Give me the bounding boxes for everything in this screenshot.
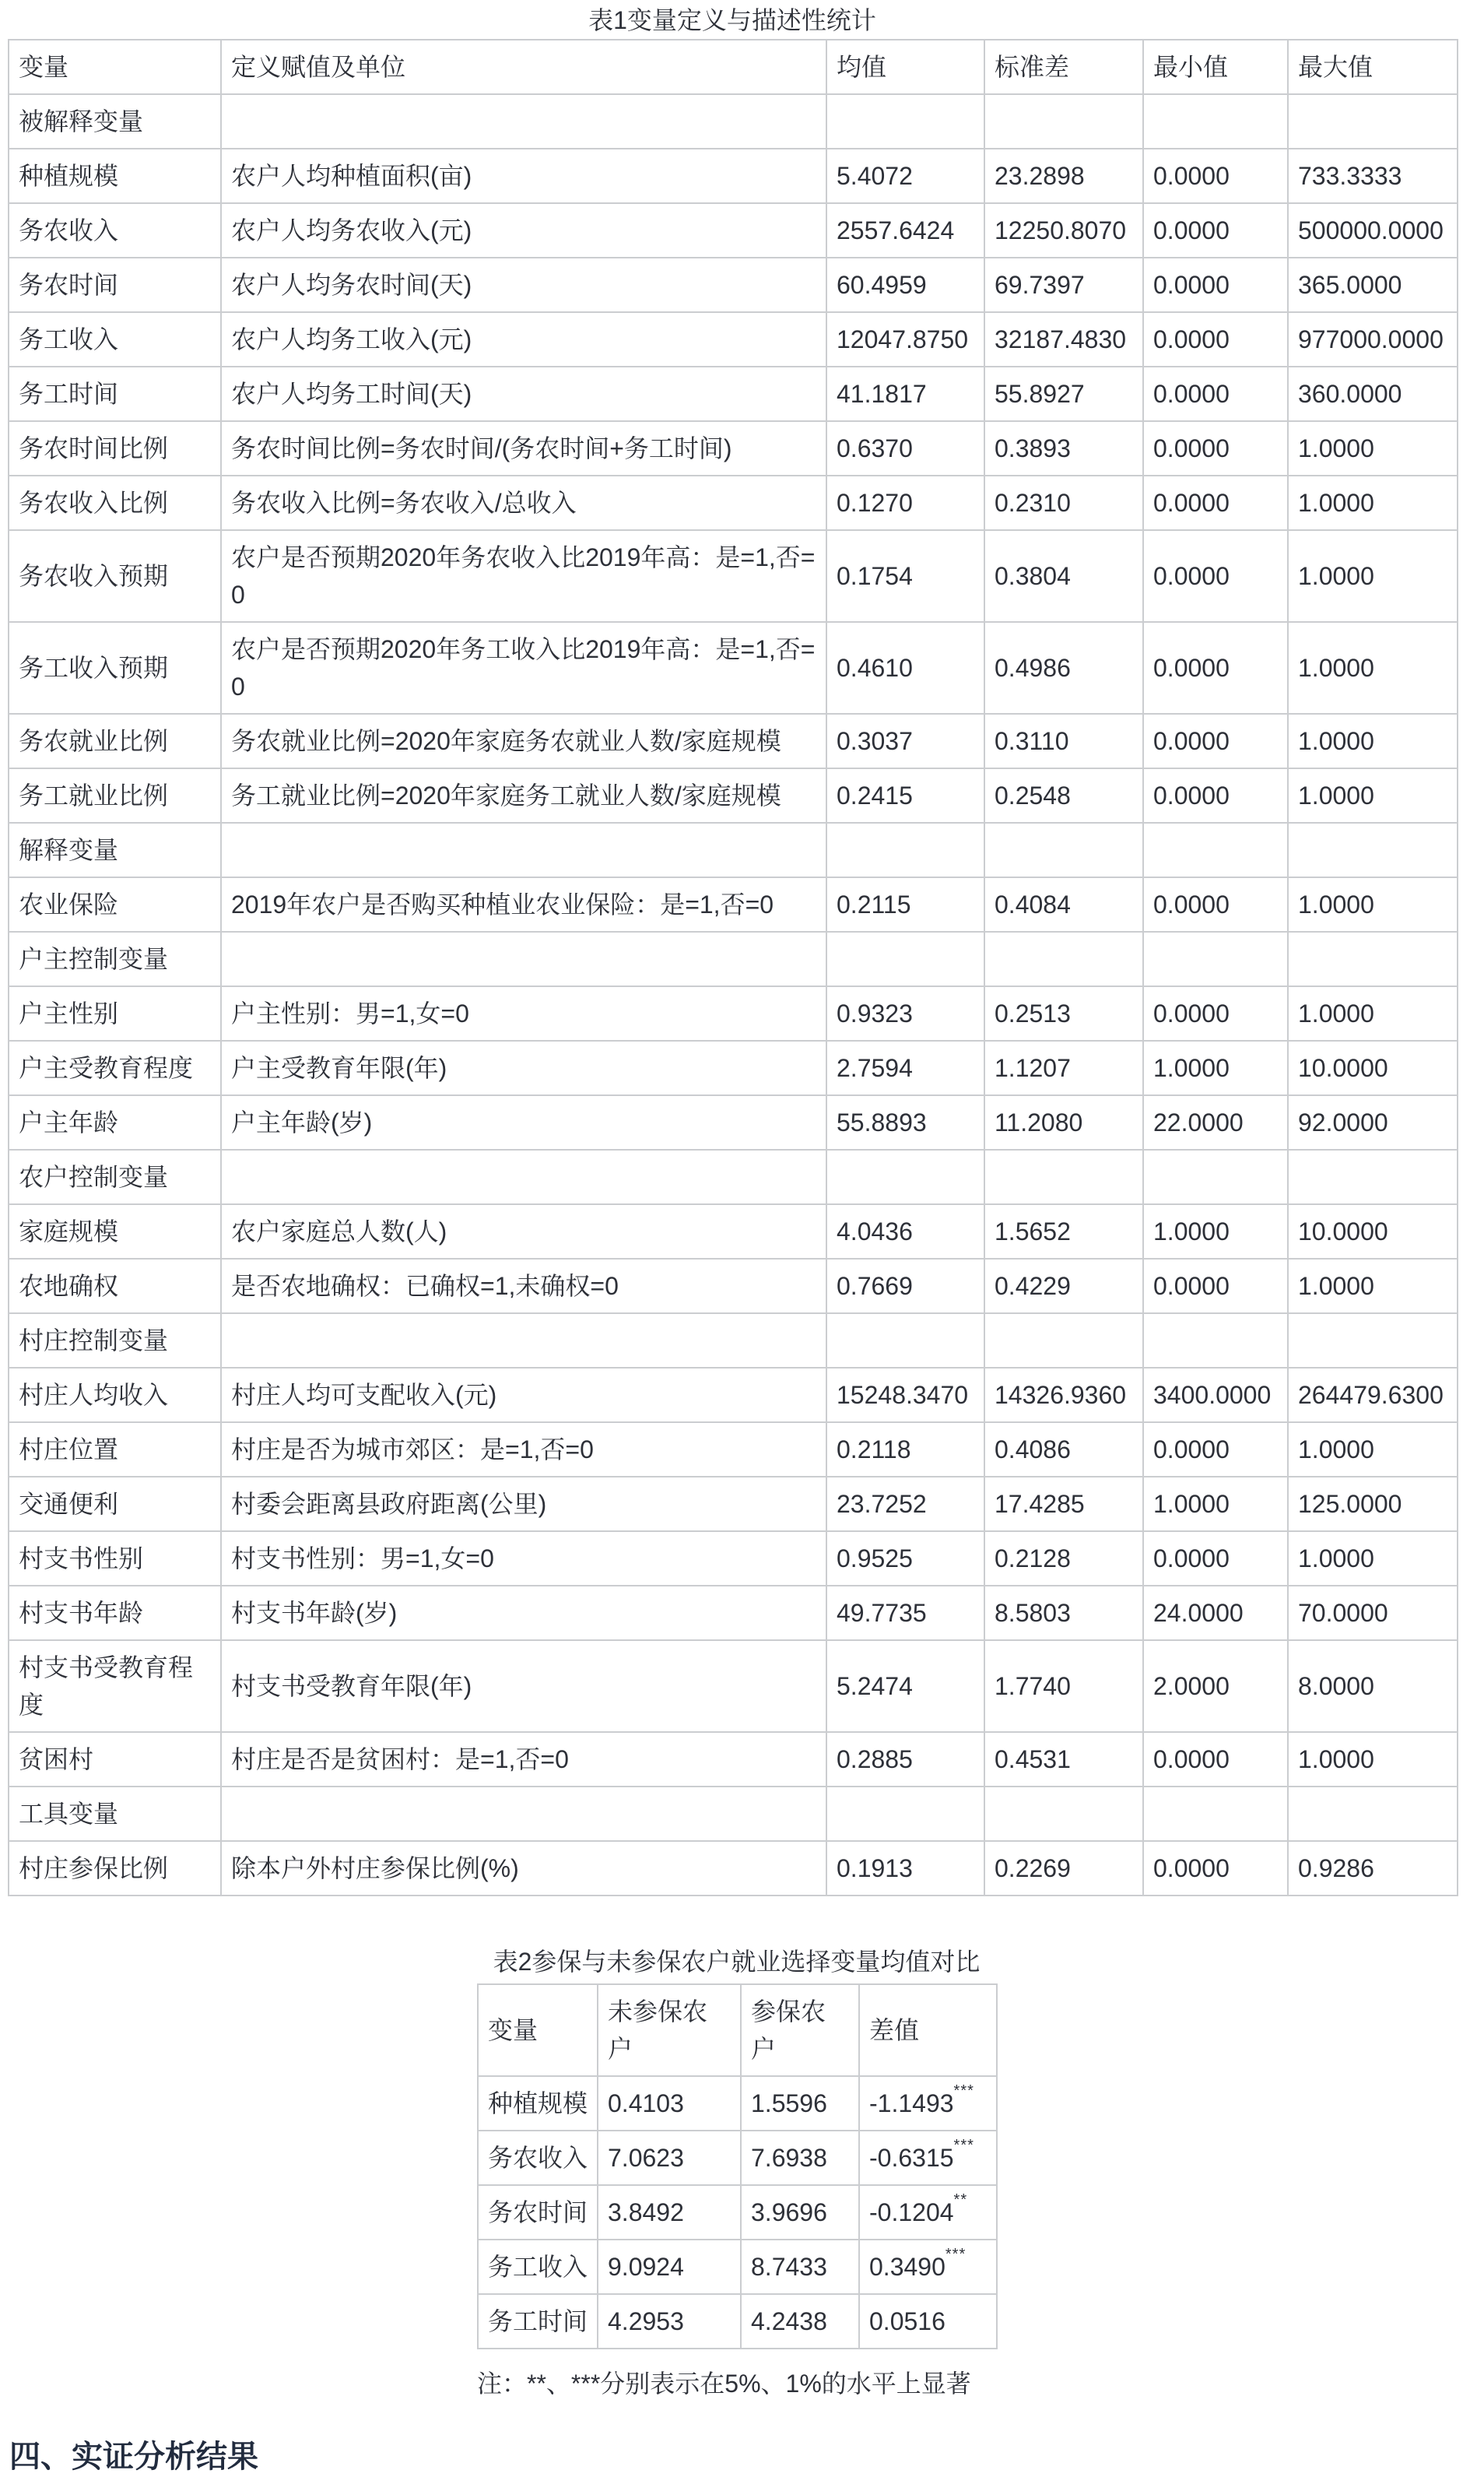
table1-section-row xyxy=(9,1150,1458,1204)
table1-cell: 0.3037 xyxy=(826,714,984,768)
table1-empty-cell xyxy=(1143,1787,1288,1841)
table1-cell: 360.0000 xyxy=(1288,367,1458,421)
table2-cell xyxy=(859,2076,997,2131)
table1-row xyxy=(9,149,1458,203)
table1-cell: 户主性别：男=1,女=0 xyxy=(221,986,826,1041)
table1-row xyxy=(9,203,1458,258)
table2-cell: 务农时间 xyxy=(478,2185,598,2240)
table1-row xyxy=(9,312,1458,367)
table1-empty-cell xyxy=(1143,1313,1288,1368)
table1-empty-cell xyxy=(221,1150,826,1204)
table1-empty-cell xyxy=(826,932,984,986)
table1-cell: 0.2548 xyxy=(984,768,1143,823)
table2-header-cell: 未参保农户 xyxy=(598,1984,741,2076)
table1-cell: 264479.6300 xyxy=(1288,1368,1458,1422)
table2-cell: 3.8492 xyxy=(598,2185,741,2240)
table1-cell: 0.0000 xyxy=(1143,258,1288,312)
table1-empty-cell xyxy=(1288,932,1458,986)
table1-cell: 0.4229 xyxy=(984,1259,1143,1313)
table1-cell: 务工收入 xyxy=(9,312,221,367)
table1-cell: 0.9286 xyxy=(1288,1841,1458,1896)
table1-empty-cell xyxy=(221,1313,826,1368)
table1-cell: 村庄人均可支配收入(元) xyxy=(221,1368,826,1422)
table1-cell: 0.2115 xyxy=(826,877,984,932)
table1-cell: 户主受教育年限(年) xyxy=(221,1041,826,1095)
table1-cell: 0.3893 xyxy=(984,421,1143,476)
table1-cell: 1.0000 xyxy=(1288,622,1458,714)
table1-cell: 2.0000 xyxy=(1143,1640,1288,1732)
table1-row xyxy=(9,1531,1458,1586)
table2-block xyxy=(477,1945,996,2401)
table1-cell: 务农时间 xyxy=(9,258,221,312)
table1-cell: 22.0000 xyxy=(1143,1095,1288,1150)
table1-cell: 0.4610 xyxy=(826,622,984,714)
table1-cell: 村支书受教育程度 xyxy=(9,1640,221,1732)
table1-empty-cell xyxy=(1288,94,1458,149)
table2-cell: 7.0623 xyxy=(598,2131,741,2185)
table1-cell: 0.2269 xyxy=(984,1841,1143,1896)
table1-cell: 务农收入比例 xyxy=(9,476,221,530)
table1-section-label-cell: 农户控制变量 xyxy=(9,1150,221,1204)
table1-cell: 村委会距离县政府距离(公里) xyxy=(221,1477,826,1531)
table1-cell: 0.2310 xyxy=(984,476,1143,530)
table1-cell: 村支书受教育年限(年) xyxy=(221,1640,826,1732)
table1-cell: 0.2118 xyxy=(826,1422,984,1477)
table2-header-cell: 差值 xyxy=(859,1984,997,2076)
table1-empty-cell xyxy=(1143,823,1288,877)
table1-cell: 49.7735 xyxy=(826,1586,984,1640)
table1-row xyxy=(9,1041,1458,1095)
table1-cell: 1.0000 xyxy=(1288,476,1458,530)
table1-section-label-cell: 工具变量 xyxy=(9,1787,221,1841)
table1-cell: 70.0000 xyxy=(1288,1586,1458,1640)
significance-stars: *** xyxy=(945,2246,967,2264)
table1-empty-cell xyxy=(1143,932,1288,986)
table2-cell: 8.7433 xyxy=(741,2240,859,2294)
table1-cell: 户主性别 xyxy=(9,986,221,1041)
table1-cell: 500000.0000 xyxy=(1288,203,1458,258)
table1-cell: 贫困村 xyxy=(9,1732,221,1787)
difference-value: -0.1204 xyxy=(869,2198,954,2226)
table1-cell: 务工就业比例=2020年家庭务工就业人数/家庭规模 xyxy=(221,768,826,823)
table2-header-row xyxy=(478,1984,997,2076)
table2-row xyxy=(478,2185,997,2240)
table1-cell: 家庭规模 xyxy=(9,1204,221,1259)
table1-empty-cell xyxy=(221,932,826,986)
table1-cell: 农户人均种植面积(亩) xyxy=(221,149,826,203)
table1-cell: 15248.3470 xyxy=(826,1368,984,1422)
table1-section-label-cell: 被解释变量 xyxy=(9,94,221,149)
table1-cell: 0.3110 xyxy=(984,714,1143,768)
table1-cell: 0.0000 xyxy=(1143,1841,1288,1896)
table1-empty-cell xyxy=(826,823,984,877)
table1-cell: 0.0000 xyxy=(1143,530,1288,622)
table1-cell: 41.1817 xyxy=(826,367,984,421)
table1-cell: 8.0000 xyxy=(1288,1640,1458,1732)
table1-row xyxy=(9,768,1458,823)
table1-cell: 1.0000 xyxy=(1288,714,1458,768)
table1-title: 表1变量定义与描述性统计 xyxy=(588,6,876,34)
table1-cell: 60.4959 xyxy=(826,258,984,312)
table1-cell: 4.0436 xyxy=(826,1204,984,1259)
table1-cell: 733.3333 xyxy=(1288,149,1458,203)
table1-empty-cell xyxy=(1288,1150,1458,1204)
table1-cell: 0.0000 xyxy=(1143,622,1288,714)
table2-cell xyxy=(859,2185,997,2240)
table1-cell: 村庄人均收入 xyxy=(9,1368,221,1422)
table1-empty-cell xyxy=(984,823,1143,877)
table1-cell: 0.4986 xyxy=(984,622,1143,714)
table1-cell: 1.0000 xyxy=(1288,1259,1458,1313)
table1-cell: 23.7252 xyxy=(826,1477,984,1531)
table1-cell: 务工就业比例 xyxy=(9,768,221,823)
table1-cell: 务工时间 xyxy=(9,367,221,421)
table1-cell: 0.0000 xyxy=(1143,986,1288,1041)
table1-row xyxy=(9,530,1458,622)
table1-row xyxy=(9,1477,1458,1531)
table1-cell: 1.0000 xyxy=(1143,1041,1288,1095)
table1-cell: 0.9323 xyxy=(826,986,984,1041)
table1-cell: 92.0000 xyxy=(1288,1095,1458,1150)
table2-cell: 7.6938 xyxy=(741,2131,859,2185)
table1-empty-cell xyxy=(1288,1787,1458,1841)
table1-cell: 1.0000 xyxy=(1288,877,1458,932)
table2-header-cell: 参保农户 xyxy=(741,1984,859,2076)
table1-row xyxy=(9,1586,1458,1640)
table1-cell: 55.8893 xyxy=(826,1095,984,1150)
table1-cell: 10.0000 xyxy=(1288,1204,1458,1259)
table1-empty-cell xyxy=(826,1787,984,1841)
table1-cell: 0.0000 xyxy=(1143,714,1288,768)
table1-row xyxy=(9,1422,1458,1477)
table1-section-row xyxy=(9,823,1458,877)
table2-cell: 务工收入 xyxy=(478,2240,598,2294)
table1-cell: 5.4072 xyxy=(826,149,984,203)
table1-empty-cell xyxy=(221,94,826,149)
table1-cell: 11.2080 xyxy=(984,1095,1143,1150)
table1-cell: 23.2898 xyxy=(984,149,1143,203)
table2-cell: 3.9696 xyxy=(741,2185,859,2240)
table1-row xyxy=(9,1732,1458,1787)
table1-empty-cell xyxy=(984,1150,1143,1204)
table1-cell: 务农收入比例=务农收入/总收入 xyxy=(221,476,826,530)
difference-value: 0.0516 xyxy=(869,2307,945,2335)
table1-cell: 0.4086 xyxy=(984,1422,1143,1477)
table1-cell: 村庄是否为城市郊区：是=1,否=0 xyxy=(221,1422,826,1477)
table1-cell: 1.5652 xyxy=(984,1204,1143,1259)
table1-empty-cell xyxy=(826,1150,984,1204)
table1-cell: 0.0000 xyxy=(1143,476,1288,530)
table2-row xyxy=(478,2240,997,2294)
table1-cell: 1.0000 xyxy=(1143,1204,1288,1259)
table1-cell: 村支书性别 xyxy=(9,1531,221,1586)
table1-cell: 0.9525 xyxy=(826,1531,984,1586)
table1-header-cell: 最小值 xyxy=(1143,40,1288,94)
table1-cell: 户主受教育程度 xyxy=(9,1041,221,1095)
table1-cell: 1.0000 xyxy=(1288,768,1458,823)
table1-cell: 1.0000 xyxy=(1288,1732,1458,1787)
table2-cell xyxy=(859,2294,997,2349)
table1-cell: 是否农地确权：已确权=1,未确权=0 xyxy=(221,1259,826,1313)
table1-row xyxy=(9,1095,1458,1150)
significance-stars: *** xyxy=(953,2082,974,2100)
table1-cell: 0.0000 xyxy=(1143,312,1288,367)
table1-cell: 977000.0000 xyxy=(1288,312,1458,367)
table2-cell: 务工时间 xyxy=(478,2294,598,2349)
table1-section-label-cell: 解释变量 xyxy=(9,823,221,877)
table1-cell: 5.2474 xyxy=(826,1640,984,1732)
table1-cell: 1.1207 xyxy=(984,1041,1143,1095)
table1-cell: 0.0000 xyxy=(1143,877,1288,932)
table1-cell: 0.1270 xyxy=(826,476,984,530)
table2 xyxy=(477,1983,998,2349)
table1-cell: 0.0000 xyxy=(1143,1259,1288,1313)
table1-header-cell: 定义赋值及单位 xyxy=(221,40,826,94)
table1-empty-cell xyxy=(221,823,826,877)
table1-section-label-cell: 户主控制变量 xyxy=(9,932,221,986)
table1-cell: 365.0000 xyxy=(1288,258,1458,312)
table1-empty-cell xyxy=(826,94,984,149)
difference-value: -0.6315 xyxy=(869,2144,954,2172)
table1-cell: 村支书性别：男=1,女=0 xyxy=(221,1531,826,1586)
table1-cell: 0.2513 xyxy=(984,986,1143,1041)
table1-cell: 0.0000 xyxy=(1143,768,1288,823)
table1-cell: 农户人均务工时间(天) xyxy=(221,367,826,421)
table1-header-cell: 均值 xyxy=(826,40,984,94)
table2-cell xyxy=(859,2240,997,2294)
table1-section-row xyxy=(9,932,1458,986)
table1-cell: 10.0000 xyxy=(1288,1041,1458,1095)
table1-header-cell: 变量 xyxy=(9,40,221,94)
table1-cell: 0.1913 xyxy=(826,1841,984,1896)
significance-stars: ** xyxy=(953,2191,968,2209)
table2-header-cell: 变量 xyxy=(478,1984,598,2076)
table1-cell: 1.0000 xyxy=(1288,421,1458,476)
table1-cell: 村支书年龄 xyxy=(9,1586,221,1640)
difference-value: 0.3490 xyxy=(869,2253,945,2281)
table1-cell: 0.2415 xyxy=(826,768,984,823)
table1-empty-cell xyxy=(984,1787,1143,1841)
table1-cell: 务工收入预期 xyxy=(9,622,221,714)
table1-header-row xyxy=(9,40,1458,94)
table1-section-row xyxy=(9,1787,1458,1841)
table1-cell: 17.4285 xyxy=(984,1477,1143,1531)
table1-cell: 户主年龄(岁) xyxy=(221,1095,826,1150)
table1-empty-cell xyxy=(984,932,1143,986)
table1-row xyxy=(9,877,1458,932)
section-heading: 四、实证分析结果 xyxy=(9,2440,258,2474)
table1-cell: 0.4084 xyxy=(984,877,1143,932)
table1-cell: 1.0000 xyxy=(1288,986,1458,1041)
table2-row xyxy=(478,2076,997,2131)
table1-empty-cell xyxy=(826,1313,984,1368)
table1-empty-cell xyxy=(984,94,1143,149)
table1-cell: 3400.0000 xyxy=(1143,1368,1288,1422)
table2-cell: 4.2438 xyxy=(741,2294,859,2349)
table1-cell: 农户是否预期2020年务农收入比2019年高：是=1,否=0 xyxy=(221,530,826,622)
table1-section-row xyxy=(9,94,1458,149)
table1-cell: 户主年龄 xyxy=(9,1095,221,1150)
table1-cell: 农业保险 xyxy=(9,877,221,932)
table1-cell: 1.0000 xyxy=(1143,1477,1288,1531)
table1-cell: 村庄参保比例 xyxy=(9,1841,221,1896)
table1-cell: 24.0000 xyxy=(1143,1586,1288,1640)
table1-cell: 农地确权 xyxy=(9,1259,221,1313)
table2-cell: 4.2953 xyxy=(598,2294,741,2349)
table1-empty-cell xyxy=(1143,94,1288,149)
table1-cell: 0.3804 xyxy=(984,530,1143,622)
table1-cell: 125.0000 xyxy=(1288,1477,1458,1531)
table1-cell: 32187.4830 xyxy=(984,312,1143,367)
table1-empty-cell xyxy=(984,1313,1143,1368)
table1-cell: 务农收入 xyxy=(9,203,221,258)
table1-cell: 0.2128 xyxy=(984,1531,1143,1586)
table1-row xyxy=(9,1640,1458,1732)
table1-cell: 农户人均务农收入(元) xyxy=(221,203,826,258)
table1-cell: 2557.6424 xyxy=(826,203,984,258)
table1-cell: 2019年农户是否购买种植业农业保险：是=1,否=0 xyxy=(221,877,826,932)
table2-cell: 1.5596 xyxy=(741,2076,859,2131)
table1-row xyxy=(9,258,1458,312)
table1-cell: 1.7740 xyxy=(984,1640,1143,1732)
table2-cell: 0.4103 xyxy=(598,2076,741,2131)
table1-cell: 0.0000 xyxy=(1143,367,1288,421)
table1-cell: 村庄是否是贫困村：是=1,否=0 xyxy=(221,1732,826,1787)
table1-cell: 0.0000 xyxy=(1143,203,1288,258)
table1-cell: 0.4531 xyxy=(984,1732,1143,1787)
table1-cell: 农户人均务工收入(元) xyxy=(221,312,826,367)
table1-cell: 务农时间比例 xyxy=(9,421,221,476)
table1-row xyxy=(9,1841,1458,1896)
table2-row xyxy=(478,2294,997,2349)
table1-row xyxy=(9,476,1458,530)
table1-cell: 交通便利 xyxy=(9,1477,221,1531)
table1-cell: 0.7669 xyxy=(826,1259,984,1313)
table2-cell: 9.0924 xyxy=(598,2240,741,2294)
table1-cell: 0.0000 xyxy=(1143,1732,1288,1787)
table1-cell: 2.7594 xyxy=(826,1041,984,1095)
table1-empty-cell xyxy=(1288,1313,1458,1368)
table1-cell: 1.0000 xyxy=(1288,1422,1458,1477)
table1-cell: 0.2885 xyxy=(826,1732,984,1787)
table1-cell: 55.8927 xyxy=(984,367,1143,421)
table1-cell: 0.1754 xyxy=(826,530,984,622)
significance-stars: *** xyxy=(953,2137,974,2155)
table2-cell xyxy=(859,2131,997,2185)
difference-value: -1.1493 xyxy=(869,2089,954,2117)
table1-cell: 农户人均务农时间(天) xyxy=(221,258,826,312)
table2-title: 表2参保与未参保农户就业选择变量均值对比 xyxy=(493,1948,981,1976)
table2-row xyxy=(478,2131,997,2185)
table1-section-label-cell: 村庄控制变量 xyxy=(9,1313,221,1368)
table1-cell: 0.0000 xyxy=(1143,149,1288,203)
table1-row xyxy=(9,1259,1458,1313)
table1-row xyxy=(9,1368,1458,1422)
table1-cell: 务农就业比例=2020年家庭务农就业人数/家庭规模 xyxy=(221,714,826,768)
table1-cell: 务农就业比例 xyxy=(9,714,221,768)
table1-row xyxy=(9,421,1458,476)
table1 xyxy=(8,39,1458,1896)
table1-row xyxy=(9,1204,1458,1259)
table1-empty-cell xyxy=(221,1787,826,1841)
table1-header-cell: 最大值 xyxy=(1288,40,1458,94)
table1-cell: 0.0000 xyxy=(1143,1422,1288,1477)
table1-empty-cell xyxy=(1288,823,1458,877)
table2-note: 注：**、***分别表示在5%、1%的水平上显著 xyxy=(477,2370,971,2398)
table1-row xyxy=(9,986,1458,1041)
table1-cell: 0.0000 xyxy=(1143,421,1288,476)
table1-cell: 14326.9360 xyxy=(984,1368,1143,1422)
table1-cell: 12047.8750 xyxy=(826,312,984,367)
table1-cell: 1.0000 xyxy=(1288,1531,1458,1586)
table1-row xyxy=(9,367,1458,421)
table2-cell: 种植规模 xyxy=(478,2076,598,2131)
table1-row xyxy=(9,622,1458,714)
table1-cell: 1.0000 xyxy=(1288,530,1458,622)
table1-cell: 务农时间比例=务农时间/(务农时间+务工时间) xyxy=(221,421,826,476)
table2-cell: 务农收入 xyxy=(478,2131,598,2185)
table1-cell: 0.0000 xyxy=(1143,1531,1288,1586)
table1-cell: 除本户外村庄参保比例(%) xyxy=(221,1841,826,1896)
table1-row xyxy=(9,714,1458,768)
table1-cell: 69.7397 xyxy=(984,258,1143,312)
table1-cell: 农户家庭总人数(人) xyxy=(221,1204,826,1259)
table1-cell: 种植规模 xyxy=(9,149,221,203)
table1-cell: 8.5803 xyxy=(984,1586,1143,1640)
table1-cell: 村庄位置 xyxy=(9,1422,221,1477)
table1-empty-cell xyxy=(1143,1150,1288,1204)
table1-cell: 村支书年龄(岁) xyxy=(221,1586,826,1640)
table1-cell: 农户是否预期2020年务工收入比2019年高：是=1,否=0 xyxy=(221,622,826,714)
table1-cell: 12250.8070 xyxy=(984,203,1143,258)
table1-cell: 务农收入预期 xyxy=(9,530,221,622)
table1-section-row xyxy=(9,1313,1458,1368)
table1-header-cell: 标准差 xyxy=(984,40,1143,94)
table1-cell: 0.6370 xyxy=(826,421,984,476)
